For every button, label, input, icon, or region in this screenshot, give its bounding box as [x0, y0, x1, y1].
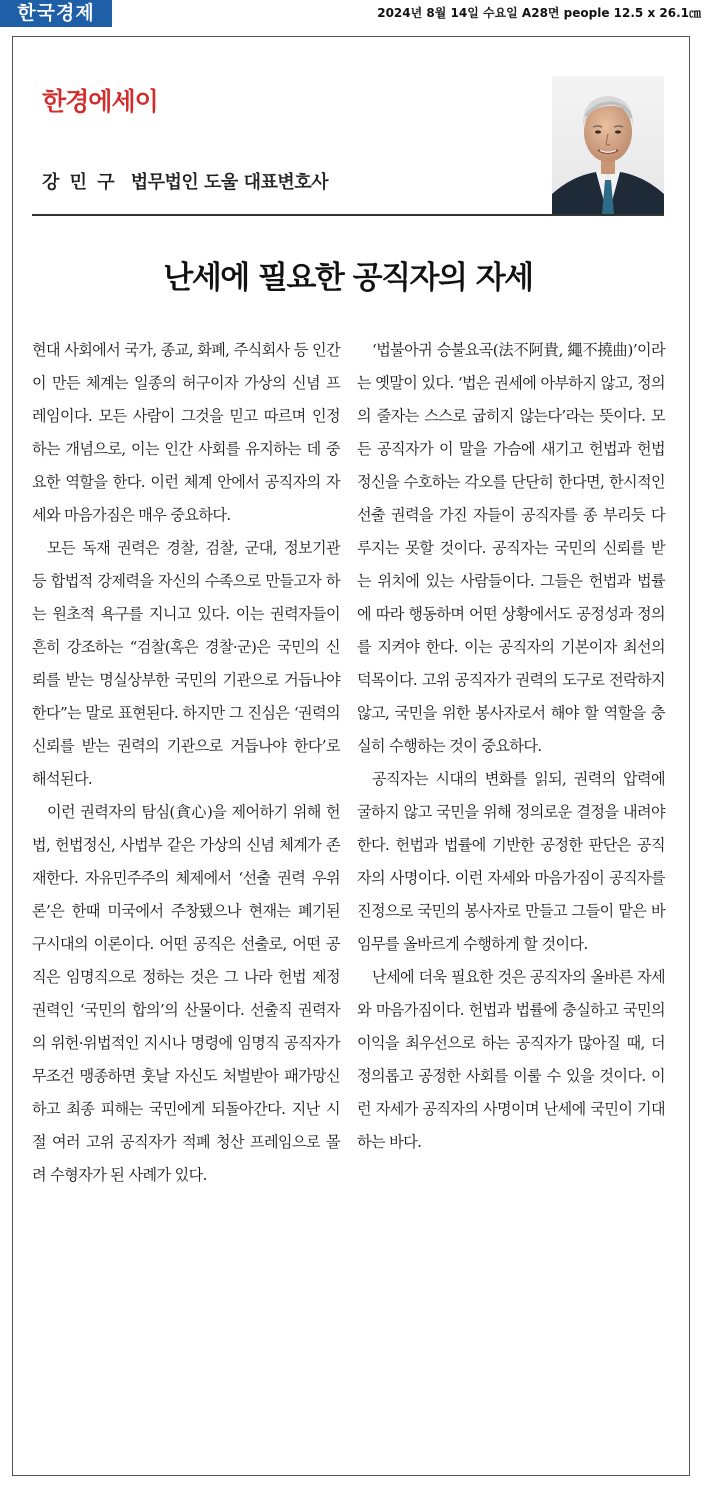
header-divider: [32, 214, 664, 216]
body-paragraph: 공직자는 시대의 변화를 읽되, 권력의 압력에 굴하지 않고 국민을 위해 정의로운 결정을 내려야 한다. 헌법과 법률에 기반한 공정한 판단은 공직자의 사명이다. 이런 자세와 마음가짐이 공직자를 진정으로 국민의 봉사자로 만들고 그들이 맡은 바 임무를 올바르게 수행하게 할 것이다.: [357, 770, 665, 953]
byline: [42, 168, 328, 194]
body-paragraph: ‘법불아귀 승불요곡(法不阿貴, 繩不撓曲)’이라는 옛말이 있다. ‘법은 권세에 아부하지 않고, 정의의 줄자는 스스로 굽히지 않는다’라는 뜻이다. 모든 공직자가 이 말을 가슴에 새기고 헌법과 헌법정신을 수호하는 각오를 단단히 한다면, 한시적인 선출 권력을 가진 자들이 공직자를 종 부리듯 다루지는 못할 것이다. 공직자는 국민의 신뢰를 받는 위치에 있는 사람들이다. 그들은 헌법과 법률에 따라 행동하며 어떤 상황에서도 공정성과 정의를 지켜야 한다. 이는 공직자의 기본이자 최선의 덕목이다. 고위 공직자가 권력의 도구로 전락하지 않고, 국민을 위한 봉사자로서 해야 할 역할을 충실히 수행하는 것이 중요하다.: [357, 341, 665, 755]
author-title: 법무법인 도울 대표변호사: [130, 172, 329, 193]
body-paragraph: 현대 사회에서 국가, 종교, 화폐, 주식회사 등 인간이 만든 체계는 일종의 허구이자 가상의 신념 프레임이다. 모든 사람이 그것을 믿고 따르며 인정하는 개념으로, 이는 인간 사회를 유지하는 데 중요한 역할을 한다. 이런 체계 안에서 공직자의 자세와 마음가짐은 매우 중요하다.: [32, 341, 340, 524]
author-name: 강 민 구: [42, 172, 117, 193]
body-paragraph: 모든 독재 권력은 경찰, 검찰, 군대, 정보기관 등 합법적 강제력을 자신의 수족으로 만들고자 하는 원초적 욕구를 지니고 있다. 이는 권력자들이 흔히 강조하는 “검찰(혹은 경찰·군)은 국민의 신뢰를 받는 명실상부한 국민의 기관으로 거듭나야 한다”는 말로 표현된다. 하지만 그 진심은 ‘권력의 신뢰를 받는 권력의 기관으로 거듭나야 한다’로 해석된다.: [32, 539, 340, 788]
publication-info: 2024년 8월 14일 수요일 A28면 people 12.5 x 26.1㎝: [377, 6, 701, 20]
body-column-left: [32, 334, 340, 1192]
newspaper-logo: 한국경제: [0, 0, 112, 27]
body-paragraph: 이런 권력자의 탐심(貪心)을 제어하기 위해 헌법, 헌법정신, 사법부 같은 가상의 신념 체계가 존재한다. 자유민주주의 체제에서 ‘선출 권력 우위론’은 한때 미국에서 주창됐으나 현재는 폐기된 구시대의 이론이다. 어떤 공직은 선출로, 어떤 공직은 임명직으로 정하는 것은 그 나라 헌법 제정권력인 ‘국민의 합의’의 산물이다. 선출직 권력자의 위헌·위법적인 지시나 명령에 임명직 공직자가 무조건 맹종하면 훗날 자신도 처벌받아 패가망신하고 최종 피해는 국민에게 되돌아간다. 지난 시절 여러 고위 공직자가 적폐 청산 프레임으로 몰려 수형자가 된 사례가 있다.: [32, 803, 340, 1184]
body-column-right: [357, 334, 665, 1159]
author-portrait-icon: [552, 76, 664, 216]
body-paragraph: 난세에 더욱 필요한 것은 공직자의 올바른 자세와 마음가짐이다. 헌법과 법률에 충실하고 국민의 이익을 최우선으로 하는 공직자가 많아질 때, 더 정의롭고 공정한 사회를 이룰 수 있을 것이다. 이런 자세가 공직자의 사명이며 난세에 국민이 기대하는 바다.: [357, 968, 665, 1151]
masthead-bar: [0, 0, 705, 28]
article-headline: 난세에 필요한 공직자의 자세: [163, 260, 533, 296]
author-photo: [552, 76, 664, 216]
column-section-title: 한경에세이: [42, 87, 158, 116]
